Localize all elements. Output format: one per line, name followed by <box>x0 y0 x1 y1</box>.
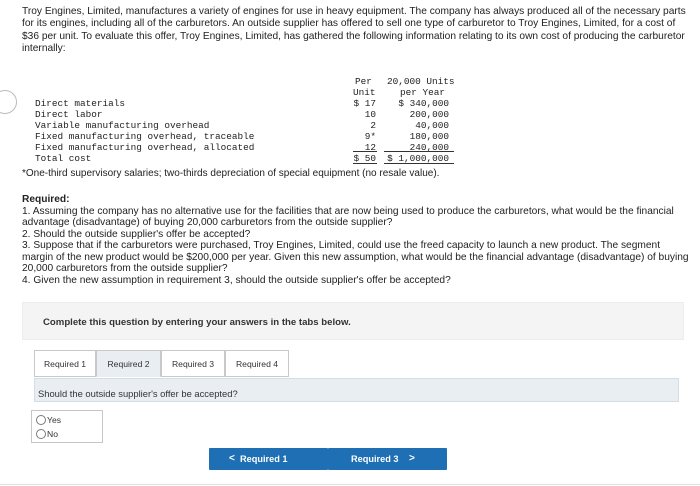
row-annual-cost: 200,000 <box>409 109 449 120</box>
problem-intro: Troy Engines, Limited, manufactures a variety of engines for use in heavy equipment. The company has always produced all of the necessary parts for its engines, including all of the carburetors. An outside supplier has offered to sell one type of carburetor to Troy Engines, Limited, for a cost of $36 per unit. To evaluate this offer, Troy Engines, Limited, has gathered the following information relating to its own cost of producing the carburetor internally: <box>22 6 686 54</box>
header-units: 20,000 Units <box>387 76 455 87</box>
next-button[interactable] <box>328 448 447 470</box>
row-annual-cost: 180,000 <box>409 131 449 142</box>
instruction-box <box>22 302 684 340</box>
subtotal-rule <box>353 151 377 152</box>
chevron-left-icon: < <box>229 453 235 464</box>
tab-required-2[interactable]: Required 2 <box>96 350 161 377</box>
row-unit-cost: $ 50 <box>353 153 376 164</box>
row-annual-cost: $ 340,000 <box>398 98 449 109</box>
row-annual-cost: $ 1,000,000 <box>387 153 449 164</box>
row-label: Direct labor <box>35 109 103 120</box>
required-item: 2. Should the outside supplier's offer be accepted? <box>22 228 251 240</box>
table-row <box>0 131 700 142</box>
row-annual-cost: 240,000 <box>409 142 449 153</box>
question-text: Should the outside supplier's offer be accepted? <box>38 388 238 399</box>
required-heading: Required: <box>22 194 70 205</box>
option-label: Yes <box>47 415 62 425</box>
header-unit: Unit <box>353 87 376 98</box>
total-rule <box>353 163 377 164</box>
header-per: Per <box>355 76 372 87</box>
row-label: Fixed manufacturing overhead, allocated <box>35 142 255 153</box>
row-label: Direct materials <box>35 98 126 109</box>
prev-button[interactable] <box>209 448 328 470</box>
row-unit-cost: $ 17 <box>353 98 376 109</box>
next-button-label: Required 3 <box>351 454 399 464</box>
instruction-text: Complete this question by entering your answers in the tabs below. <box>43 317 351 328</box>
option-label: No <box>47 429 58 439</box>
header-per-year: per Year <box>400 87 446 98</box>
row-annual-cost: 40,000 <box>415 120 449 131</box>
divider <box>0 484 700 485</box>
total-rule <box>384 163 454 164</box>
answer-options <box>31 410 103 443</box>
table-row <box>0 109 700 120</box>
prev-button-label: Required 1 <box>240 454 288 464</box>
row-label: Fixed manufacturing overhead, traceable <box>35 131 255 142</box>
required-item: 1. Assuming the company has no alternative use for the facilities that are now being used to produce the carburetors, what would be the financial advantage (disadvantage) of buying 20,000 carburetors from the outside supplier? <box>22 205 674 228</box>
row-unit-cost: 9* <box>364 131 376 142</box>
row-unit-cost: 10 <box>364 109 376 120</box>
row-unit-cost: 2 <box>370 120 376 131</box>
required-section <box>22 194 690 286</box>
table-row <box>0 98 700 109</box>
subtotal-rule <box>384 151 454 152</box>
row-label: Total cost <box>35 153 92 164</box>
table-row <box>0 120 700 131</box>
tab-required-4[interactable]: Required 4 <box>225 350 289 377</box>
tab-required-1[interactable]: Required 1 <box>34 350 96 377</box>
tab-required-3[interactable]: Required 3 <box>161 350 225 377</box>
footnote: *One-third supervisory salaries; two-thirds depreciation of special equipment (no resale value). <box>22 168 440 179</box>
table-row-total <box>0 153 700 164</box>
cost-table <box>0 76 700 172</box>
radio-button[interactable] <box>36 415 46 425</box>
table-row <box>0 142 700 153</box>
chevron-right-icon: > <box>409 453 415 464</box>
required-item: 4. Given the new assumption in requirement 3, should the outside supplier's offer be accepted? <box>22 274 451 286</box>
row-unit-cost: 12 <box>364 142 376 153</box>
required-item: 3. Suppose that if the carburetors were purchased, Troy Engines, Limited, could use the freed capacity to launch a new product. The segment margin of the new product would be $200,000 per year. Given this new assumption, what would be the financial advantage (disadvantage) of buying 20,000 carburetors from the outside supplier? <box>22 240 689 274</box>
row-label: Variable manufacturing overhead <box>35 120 210 131</box>
radio-button[interactable] <box>36 429 46 439</box>
